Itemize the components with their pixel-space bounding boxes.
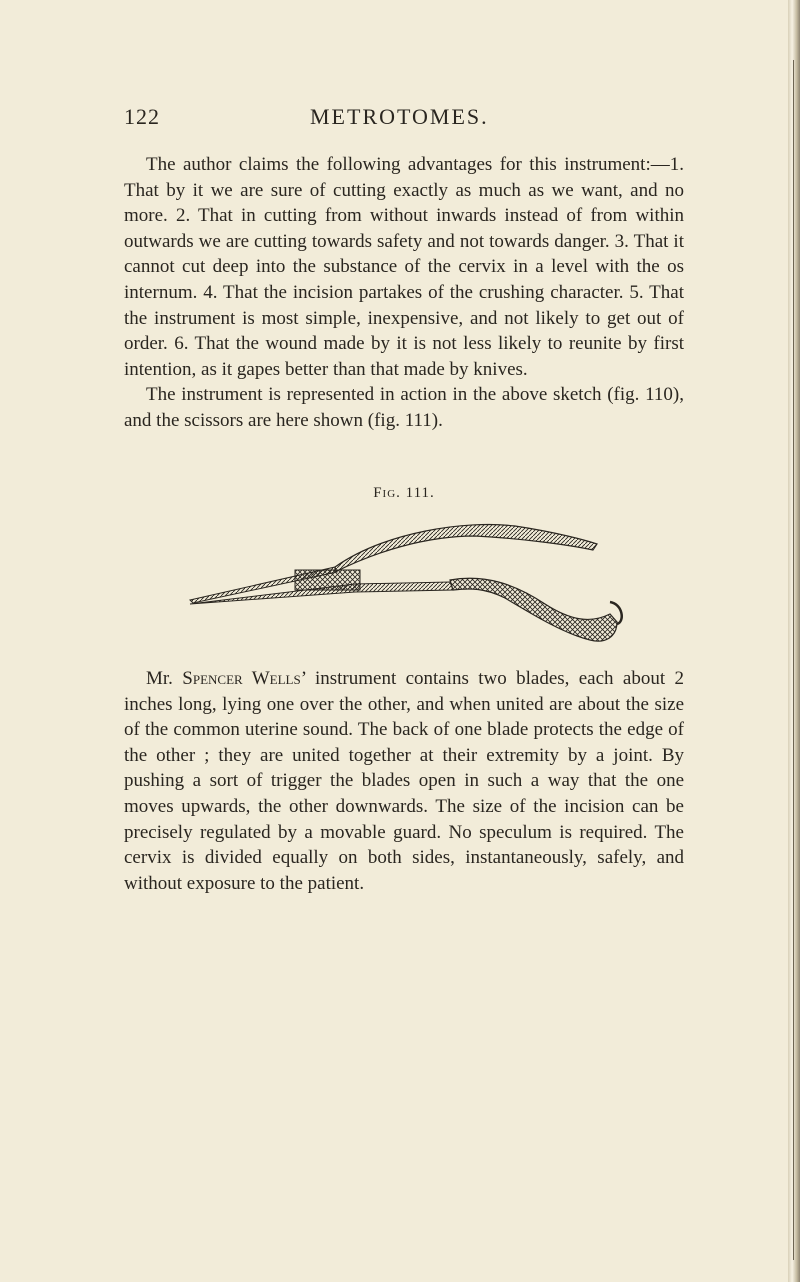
- scissors-illustration: [185, 512, 625, 647]
- paragraph-wells-instrument: [124, 666, 684, 896]
- body-text-upper: [124, 152, 684, 434]
- paragraph-advantages: The author claims the following advantages for this instrument:—1. That by it we are sure of cutting exactly as much as we want, and no more. 2. That in cutting from without inwards instead of from within outwards we are cutting towards safety and not towards danger. 3. That it cannot cut deep into the substance of the cervix in a level with the os internum. 4. That the incision partakes of the crushing character. 5. That the instrument is most simple, inexpensive, and not likely to get out of order. 6. That the wound made by it is not less likely to reunite by first intention, as it gapes better than that made by knives.: [124, 154, 684, 380]
- running-head: METROTOMES.: [310, 104, 489, 129]
- page-header: [124, 104, 684, 134]
- paragraph-lead: Mr.: [146, 668, 183, 689]
- paragraph-wells-text: ’ instrument contains two blades, each about 2 inches long, lying one over the other, and when united are about the size of the common uterine sound. The back of one blade protects the edge of the other ; they are united together at their extremity by a joint. By pushing a sort of trigger the blades open in such a way that the one moves upwards, the other downwards. The size of the incision can be precisely regulated by a movable guard. No speculum is required. The cervix is divided equally on both sides, instantaneously, safely, and without exposure to the patient.: [124, 668, 684, 894]
- page-edge-line: [793, 60, 794, 1260]
- figure-caption: Fig. 111.: [373, 485, 435, 501]
- surgeon-name: Spencer Wells: [182, 668, 301, 689]
- page-number: 122: [124, 104, 160, 129]
- body-text-lower: [124, 666, 684, 896]
- paragraph-instrument-reference: The instrument is represented in action in the above sketch (fig. 110), and the scissors are here shown (fig. 111).: [124, 384, 684, 431]
- page-edge: [788, 0, 800, 1282]
